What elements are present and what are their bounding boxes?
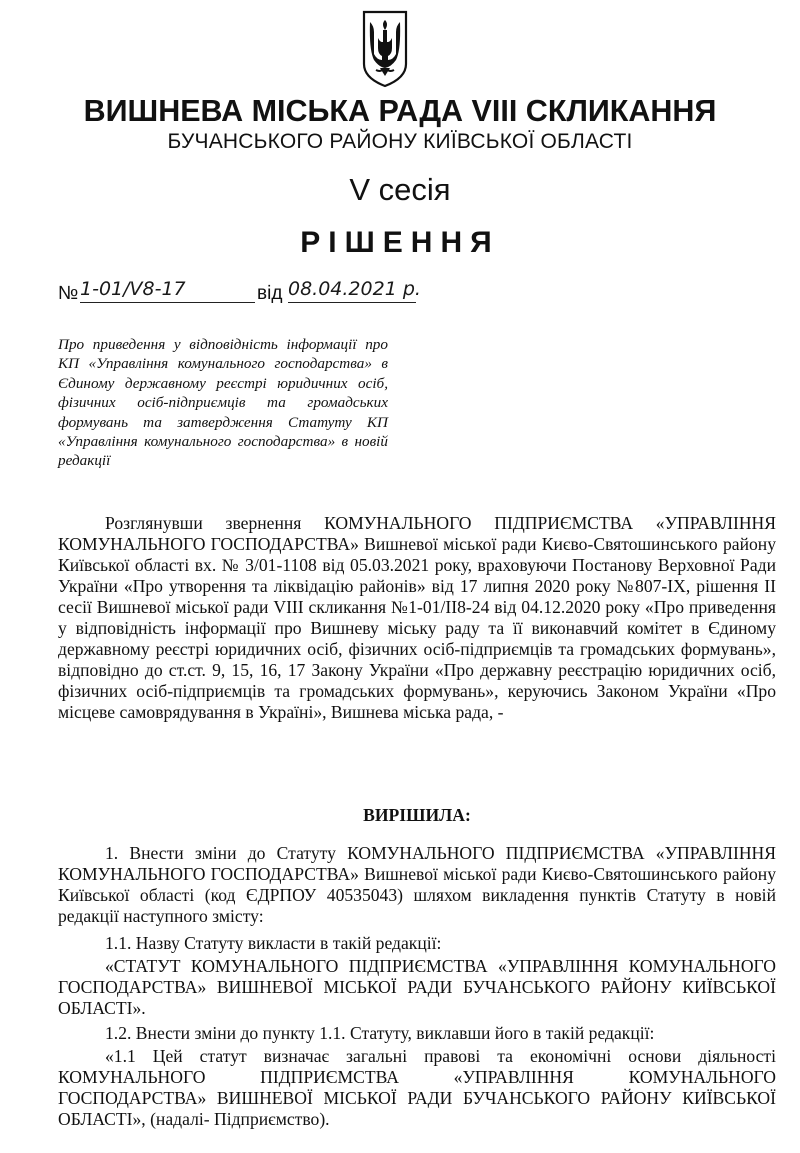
resolution-item-1-2-quote: «1.1 Цей статут визначає загальні правові та економічні основи діяльності КОМУНАЛЬНОГО ПІДПРИЄМСТВА «УПРАВЛІННЯ КОМУНАЛЬНОГО ГОСПОДАРСТВА» ВИШНЕВОЇ МІСЬКОЇ РАДИ БУЧАНСЬКОГО РАЙОНУ КИЇВСЬКОЇ ОБЛАСТІ», (надалі- Підприємство). <box>58 1046 776 1129</box>
decision-date: 08.04.2021 р. <box>288 278 416 303</box>
district-name: БУЧАНСЬКОГО РАЙОНУ КИЇВСЬКОЇ ОБЛАСТІ <box>167 130 633 153</box>
resolution-item-1-2: 1.2. Внести зміни до пункту 1.1. Статуту, виклавши його в такій редакції: <box>105 1023 655 1043</box>
resolution-item-1-1-quote: «СТАТУТ КОМУНАЛЬНОГО ПІДПРИЄМСТВА «УПРАВЛІННЯ КОМУНАЛЬНОГО ГОСПОДАРСТВА» ВИШНЕВОЇ МІСЬКОЇ РАДИ БУЧАНСЬКОГО РАЙОНУ КИЇВСЬКОЇ ОБЛАСТІ». <box>58 956 776 1018</box>
session-title: V сесія <box>349 172 451 207</box>
decision-subject: Про приведення у відповідність інформації про КП «Управління комунального господарства» в Єдиному державному реєстрі юридичних осіб, фізичних осіб-підприємців та громадських формувань та затвердження Статуту КП «Управління комунального господарства» в новій редакції <box>58 336 388 470</box>
date-label: від <box>257 283 283 304</box>
resolution-heading: ВИРІШИЛА: <box>363 805 471 825</box>
number-label: № <box>58 283 79 304</box>
document-type: РІШЕННЯ <box>300 226 500 259</box>
resolution-item-1: 1. Внести зміни до Статуту КОМУНАЛЬНОГО ПІДПРИЄМСТВА «УПРАВЛІННЯ КОМУНАЛЬНОГО ГОСПОДАРСТВА» Вишневої міської ради Києво-Святошинського району Київської області (код ЄДРПОУ 40535043) шляхом викладення пунктів Статуту в новій редакції наступного змісту: <box>58 843 776 926</box>
trident-emblem-icon <box>360 10 410 88</box>
decision-number: 1-01/V8-17 <box>80 278 255 303</box>
resolution-item-1-1: 1.1. Назву Статуту викласти в такій редакції: <box>105 933 442 953</box>
council-name: ВИШНЕВА МІСЬКА РАДА VIII СКЛИКАННЯ <box>83 94 717 128</box>
preamble-paragraph: Розглянувши звернення КОМУНАЛЬНОГО ПІДПРИЄМСТВА «УПРАВЛІННЯ КОМУНАЛЬНОГО ГОСПОДАРСТВА» Вишневої міської ради Києво-Святошинського району Київської області вх. № 3/01-1108 від 05.03.2021 року, враховуючи Постанову Верховної Ради України «Про утворення та ліквідацію районів» від 17 липня 2020 року №807-IX, рішення II сесії Вишневої міської ради VIII скликання №1-01/II8-24 від 04.12.2020 року «Про приведення у відповідність інформації про Вишневу міську раду та її виконавчий комітет в Єдиному державному реєстрі юридичних осіб, фізичних осіб-підприємців та громадських формувань», відповідно до ст.ст. 9, 15, 16, 17 Закону України «Про державну реєстрацію юридичних осіб, фізичних осіб-підприємців та громадських формувань», керуючись Законом України «Про місцеве самоврядування в Україні», Вишнева міська рада, - <box>58 513 776 722</box>
